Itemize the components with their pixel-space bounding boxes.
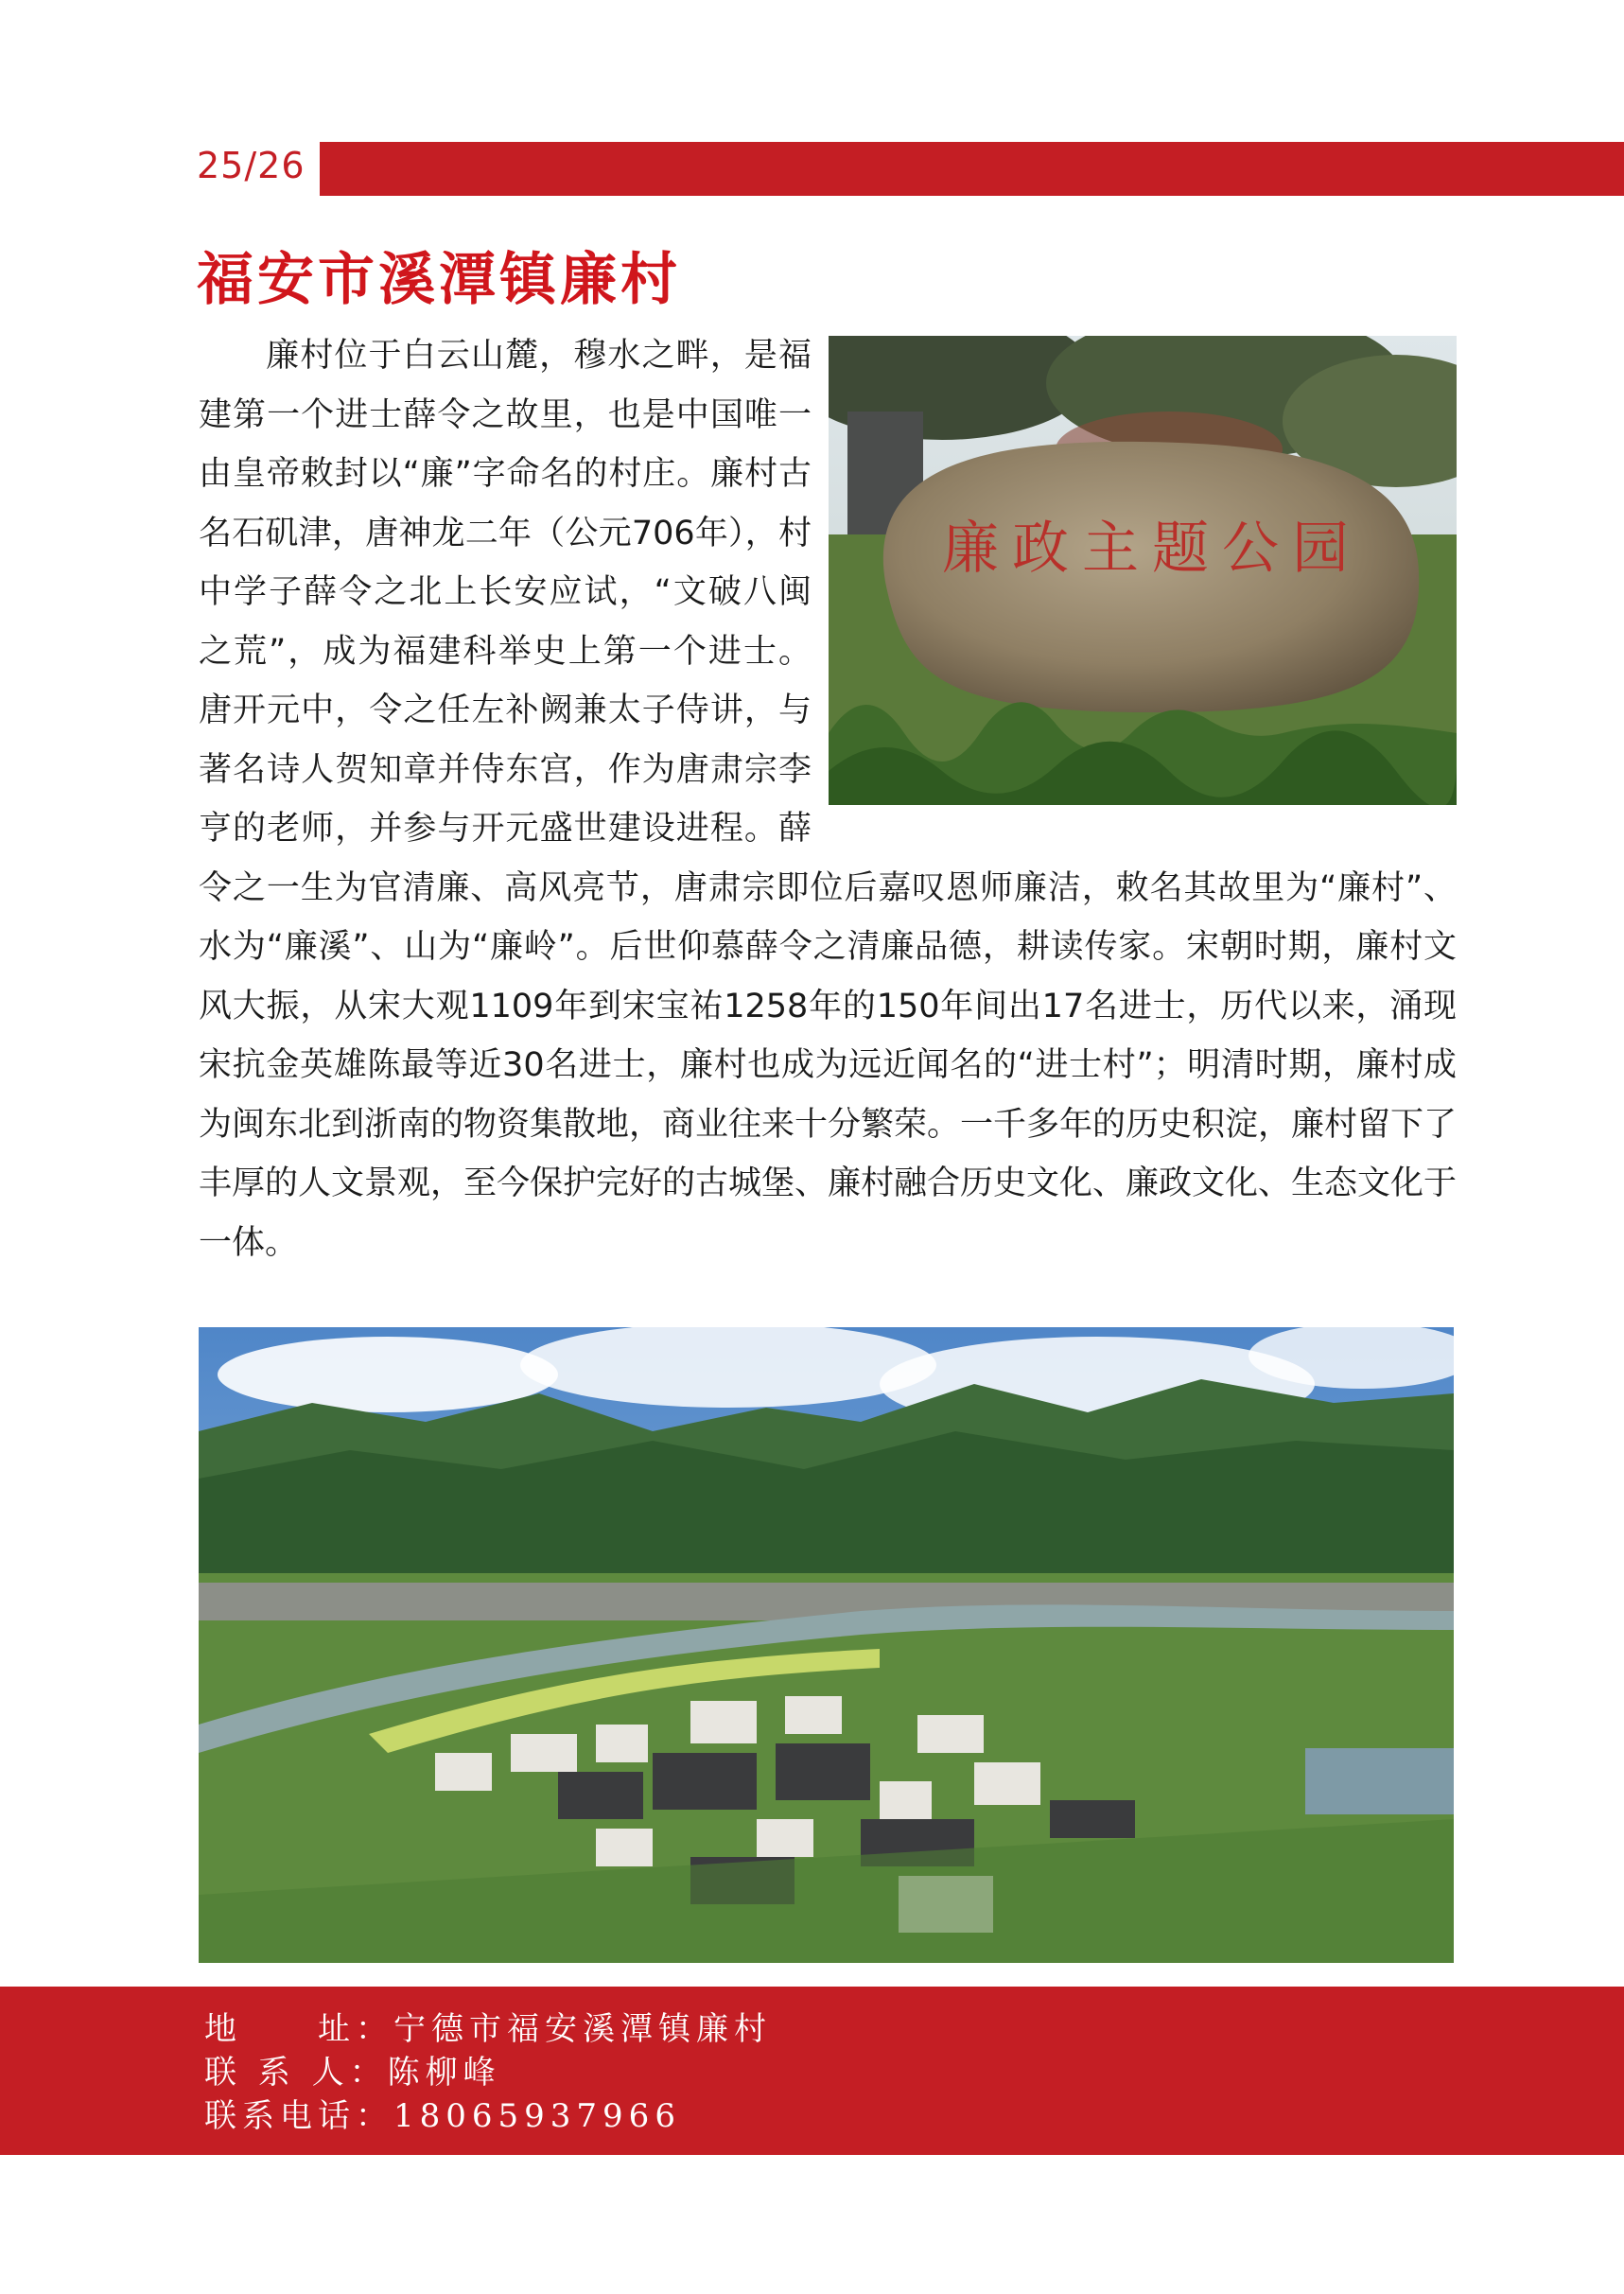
contact-info xyxy=(204,2007,1339,2138)
page-number: 25/26 xyxy=(197,145,306,186)
article-paragraph: 廉村位于白云山麓，穆水之畔，是福建第一个进士薛令之故里，也是中国唯一由皇帝敕封以“廉”字命名的村庄。廉村古名石矶津，唐神龙二年（公元706年），村中学子薛令之北上长安应试，“文破八闽之荒”，成为福建科举史上第一个进士。唐开元中，令之任左补阙兼太子侍讲，与著名诗人贺知章并侍东宫，作为唐肃宗李亨的老师，并参与开元盛世建设进程。薛令之一生为官清廉、高风亮节，唐肃宗即位后嘉叹恩师廉洁，敕名其故里为“廉村”、水为“廉溪”、山为“廉岭”。后世仰慕薛令之清廉品德，耕读传家。宋朝时期，廉村文风大振，从宋大观1109年到宋宝祐1258年的150年间出17名进士，历代以来，涌现宋抗金英雄陈最等近30名进士，廉村也成为远近闻名的“进士村”；明清时期，廉村成为闽东北到浙南的物资集散地，商业往来十分繁荣。一千多年的历史积淀，廉村留下了丰厚的人文景观，至今保护完好的古城堡、廉村融合历史文化、廉政文化、生态文化于一体。 xyxy=(199,337,1458,1262)
contact-person: 联 系 人：陈柳峰 xyxy=(204,2054,501,2092)
article-body xyxy=(199,326,1457,1272)
page-title: 福安市溪潭镇廉村 xyxy=(197,247,681,313)
stone-monument-illustration xyxy=(829,336,1457,805)
stone-inscription: 廉政主题公园 xyxy=(942,516,1362,582)
contact-phone: 联系电话：18065937966 xyxy=(204,2097,681,2135)
stone-monument-photo xyxy=(829,336,1457,805)
village-aerial-illustration xyxy=(199,1327,1454,1963)
village-aerial-photo xyxy=(199,1327,1454,1963)
contact-address: 地 址：宁德市福安溪潭镇廉村 xyxy=(204,2010,772,2048)
header-bar xyxy=(320,142,1624,196)
